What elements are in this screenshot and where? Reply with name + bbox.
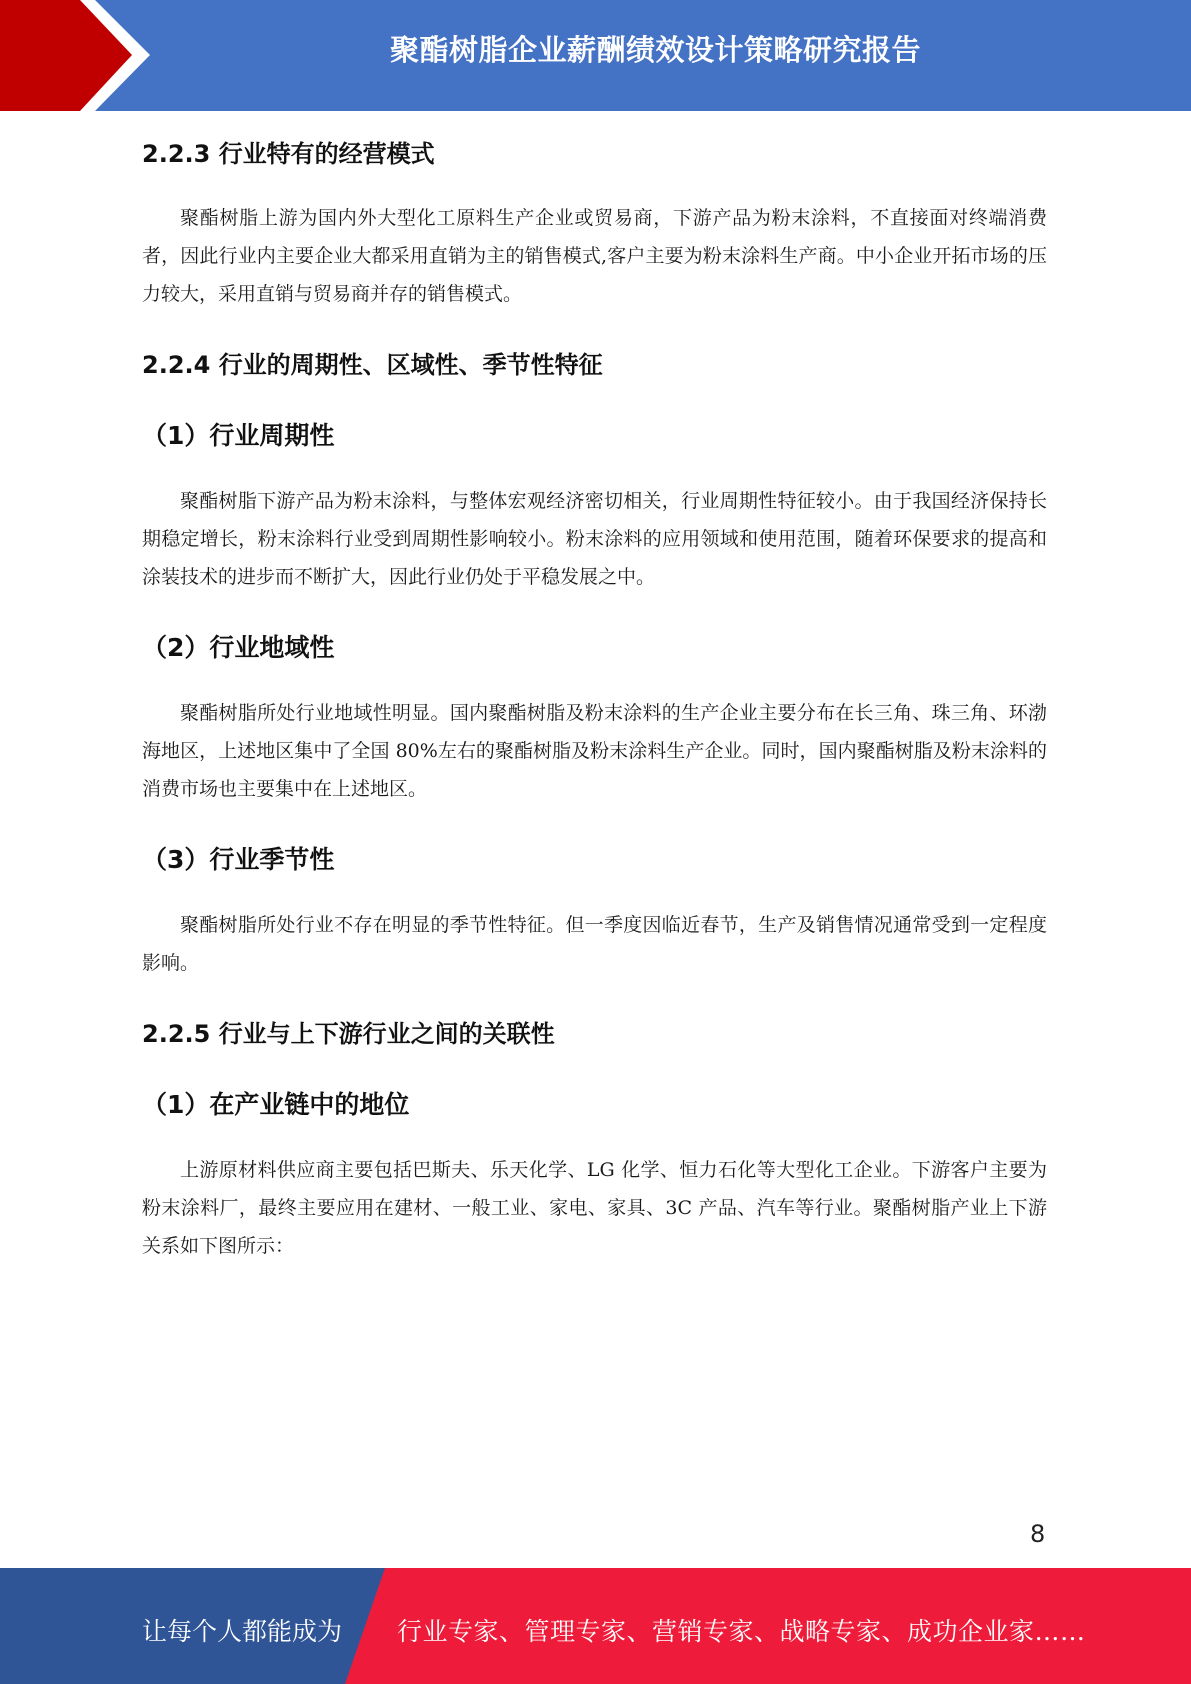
footer-slogan-right: 行业专家、管理专家、营销专家、战略专家、成功企业家…… bbox=[397, 1617, 1086, 1646]
paragraph-regionality: 聚酯树脂所处行业地域性明显。国内聚酯树脂及粉末涂料的生产企业主要分布在长三角、珠三角、环渤海地区，上述地区集中了全国 80%左右的聚酯树脂及粉末涂料生产企业。同时，国内聚酯树脂及粉末涂料的消费市场也主要集中在上述地区。 bbox=[142, 702, 1047, 800]
subheading-industry-chain-position: （1）在产业链中的地位 bbox=[142, 1090, 410, 1119]
page-footer bbox=[0, 1568, 1191, 1684]
header-red-arrow-decoration bbox=[0, 0, 150, 111]
subheading-regionality: （2）行业地域性 bbox=[142, 633, 335, 662]
footer-slogan-left: 让每个人都能成为 bbox=[142, 1617, 343, 1646]
main-content bbox=[142, 128, 1047, 1265]
page-number: 8 bbox=[1030, 1520, 1046, 1548]
paragraph-business-model: 聚酯树脂上游为国内外大型化工原料生产企业或贸易商，下游产品为粉末涂料，不直接面对终端消费者，因此行业内主要企业大都采用直销为主的销售模式,客户主要为粉末涂料生产商。中小企业开拓市场的压力较大，采用直销与贸易商并存的销售模式。 bbox=[142, 207, 1047, 305]
paragraph-seasonality: 聚酯树脂所处行业不存在明显的季节性特征。但一季度因临近春节，生产及销售情况通常受到一定程度影响。 bbox=[142, 914, 1047, 974]
section-heading-2-2-3: 2.2.3 行业特有的经营模式 bbox=[142, 140, 435, 168]
paragraph-cyclicality: 聚酯树脂下游产品为粉末涂料，与整体宏观经济密切相关，行业周期性特征较小。由于我国经济保持长期稳定增长，粉末涂料行业受到周期性影响较小。粉末涂料的应用领域和使用范围，随着环保要求的提高和涂装技术的进步而不断扩大，因此行业仍处于平稳发展之中。 bbox=[142, 490, 1047, 588]
subheading-cyclicality: （1）行业周期性 bbox=[142, 421, 335, 450]
paragraph-industry-chain: 上游原材料供应商主要包括巴斯夫、乐天化学、LG 化学、恒力石化等大型化工企业。下游客户主要为粉末涂料厂，最终主要应用在建材、一般工业、家电、家具、3C 产品、汽车等行业。聚酯树脂产业上下游关系如下图所示： bbox=[142, 1159, 1047, 1257]
section-heading-2-2-4: 2.2.4 行业的周期性、区域性、季节性特征 bbox=[142, 351, 603, 379]
report-title: 聚酯树脂企业薪酬绩效设计策略研究报告 bbox=[389, 33, 921, 67]
page-header bbox=[0, 0, 1191, 111]
section-heading-2-2-5: 2.2.5 行业与上下游行业之间的关联性 bbox=[142, 1020, 555, 1048]
subheading-seasonality: （3）行业季节性 bbox=[142, 845, 335, 874]
